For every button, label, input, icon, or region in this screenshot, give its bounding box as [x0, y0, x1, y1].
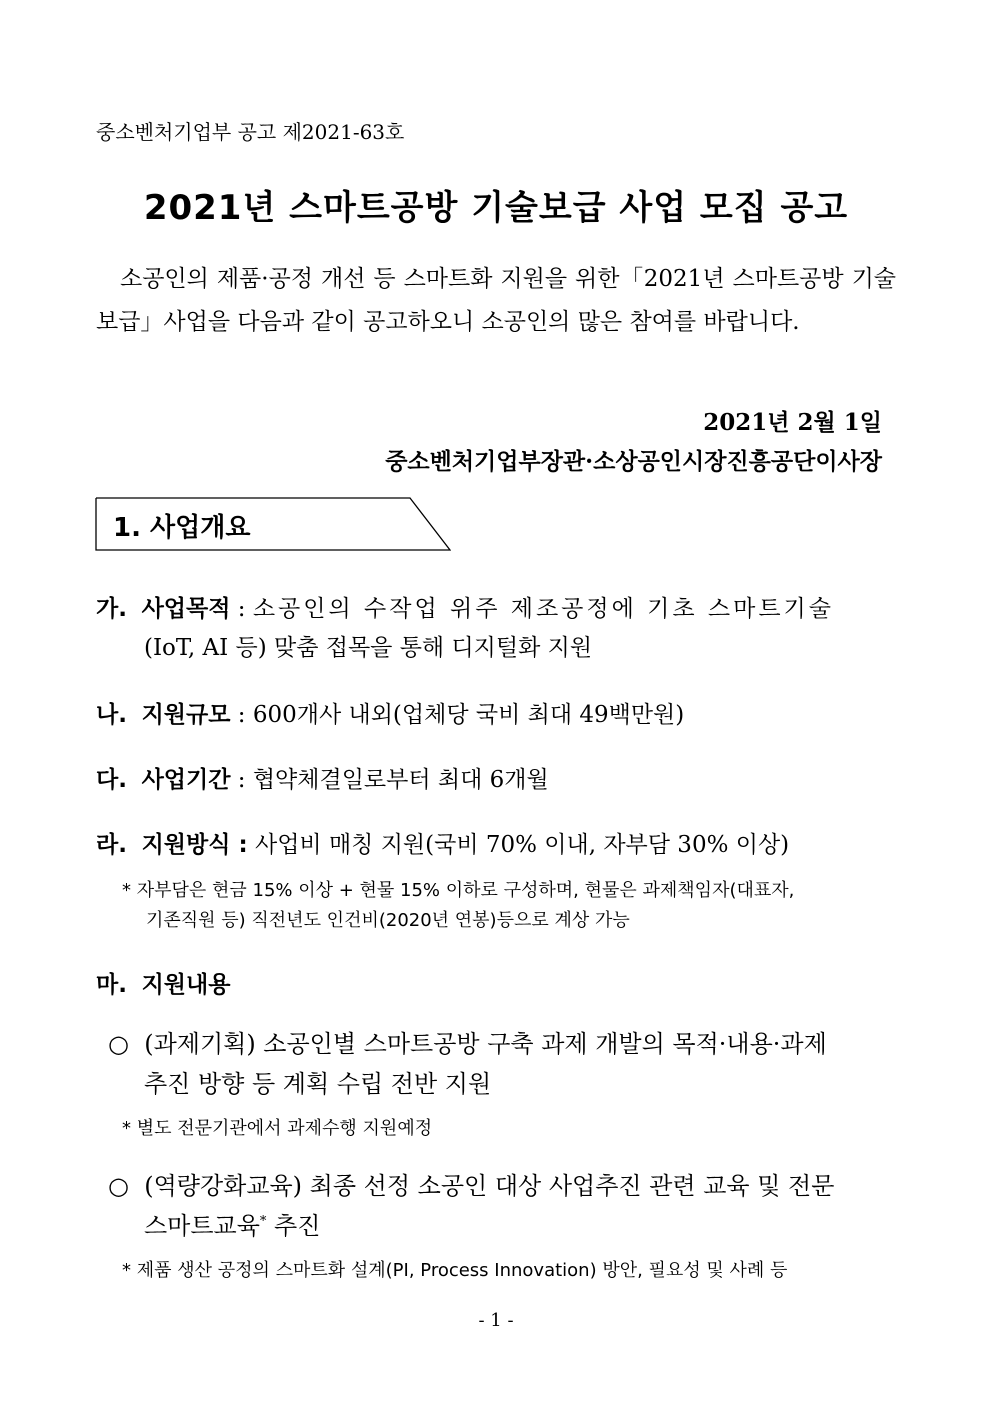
support-bullet-training — [108, 1166, 834, 1201]
bullet-text-part: 스마트교육 — [144, 1212, 260, 1240]
training-note: * 제품 생산 공정의 스마트화 설계(PI, Process Innovation) 방안, 필요성 및 사례 등 — [122, 1260, 788, 1281]
bullet-continuation — [144, 1206, 320, 1241]
planning-note: * 별도 전문기관에서 과제수행 지원예정 — [122, 1118, 433, 1139]
item-separator: : — [230, 767, 253, 793]
item-label: 지원규모 — [141, 702, 231, 728]
item-separator: : — [230, 596, 253, 622]
page-number: - 1 - — [478, 1310, 514, 1331]
support-bullet-planning — [108, 1024, 827, 1059]
item-text: 협약체결일로부터 최대 6개월 — [252, 767, 549, 793]
item-separator: : — [230, 702, 253, 728]
section-heading: 1. 사업개요 — [113, 513, 251, 543]
bullet-text: (과제기획) 소공인별 스마트공방 구축 과제 개발의 목적·내용·과제 — [144, 1030, 827, 1058]
item-label: 사업기간 — [141, 767, 231, 793]
item-marker: 나. — [96, 702, 127, 728]
notice-number: 중소벤처기업부 공고 제2021-63호 — [96, 120, 405, 144]
bullet-circle-icon: ○ — [108, 1172, 129, 1200]
bullet-text-tail: 추진 — [266, 1212, 321, 1240]
method-note: * 자부담은 현금 15% 이상 + 현물 15% 이하로 구성하며, 현물은 과제책임자(대표자, — [122, 880, 795, 901]
item-label: 사업목적 — [141, 596, 231, 622]
item-marker: 마. — [96, 972, 127, 998]
item-marker: 라. — [96, 832, 127, 858]
item-label: 지원내용 — [141, 972, 231, 998]
item-text: 소공인의 수작업 위주 제조공정에 기초 스마트기술 — [252, 596, 834, 622]
list-item-continuation: (IoT, AI 등) 맞춤 접목을 통해 디지털화 지원 — [144, 635, 593, 661]
list-item-content — [96, 966, 230, 999]
item-label: 지원방식 : — [141, 832, 248, 858]
footnote-mark: * — [259, 1214, 267, 1229]
item-separator — [248, 832, 255, 858]
page-title: 2021년 스마트공방 기술보급 사업 모집 공고 — [143, 188, 849, 228]
section-heading-box — [95, 497, 451, 551]
list-item-purpose — [96, 590, 834, 623]
issuer-name: 중소벤처기업부장관·소상공인시장진흥공단이사장 — [385, 448, 882, 475]
list-item-scale — [96, 696, 684, 729]
list-item-method — [96, 826, 789, 859]
item-marker: 가. — [96, 596, 127, 622]
bullet-continuation: 추진 방향 등 계획 수립 전반 지원 — [144, 1070, 492, 1098]
bullet-text: (역량강화교육) 최종 선정 소공인 대상 사업추진 관련 교육 및 전문 — [144, 1172, 835, 1200]
item-marker: 다. — [96, 767, 127, 793]
list-item-period — [96, 761, 549, 794]
intro-paragraph: 소공인의 제품·공정 개선 등 스마트화 지원을 위한「2021년 스마트공방 기술보급」사업을 다음과 같이 공고하오니 소공인의 많은 참여를 바랍니다. — [96, 266, 896, 335]
item-text: 사업비 매칭 지원(국비 70% 이내, 자부담 30% 이상) — [254, 832, 790, 858]
item-text: 600개사 내외(업체당 국비 최대 49백만원) — [252, 702, 685, 728]
method-note-continuation: 기존직원 등) 직전년도 인건비(2020년 연봉)등으로 계상 가능 — [146, 910, 630, 931]
announcement-date: 2021년 2월 1일 — [703, 409, 882, 436]
bullet-circle-icon: ○ — [108, 1030, 129, 1058]
